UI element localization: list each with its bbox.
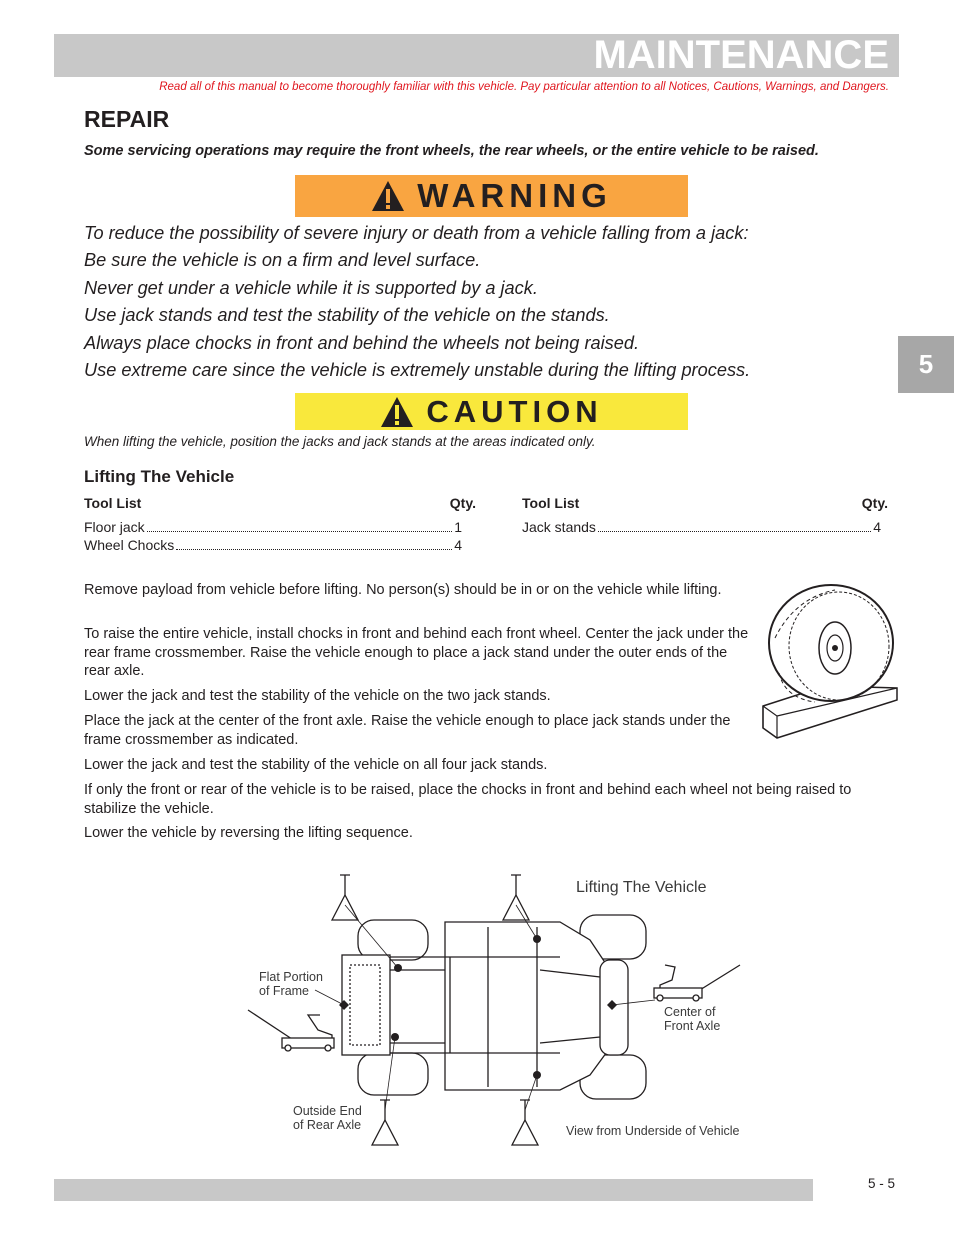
- qty-heading: Qty.: [449, 495, 476, 511]
- qty-heading: Qty.: [861, 495, 888, 511]
- center-axle-label: Front Axle: [664, 1019, 721, 1033]
- page-title: MAINTENANCE: [593, 33, 889, 77]
- paragraph: If only the front or rear of the vehicle is to be raised, place the chocks in front and behind each wheel not being raised to stabilize the vehicle.: [84, 782, 852, 817]
- paragraph: Lower the vehicle by reversing the lifting sequence.: [84, 825, 413, 841]
- section-title: REPAIR: [84, 106, 170, 132]
- caution-triangle-icon: [380, 396, 414, 428]
- rear-axle-label: Outside End: [293, 1104, 362, 1118]
- paragraph: To raise the entire vehicle, install chocks in front and behind each front wheel. Center the jack under the rear frame crossmember. Raise the vehicle enough to place a jack stand under the outer ends of the rear axle.: [84, 626, 749, 679]
- caution-label: CAUTION: [426, 393, 603, 429]
- tool-list-header: [522, 495, 888, 511]
- warning-text: [84, 220, 750, 384]
- tool-qty: 4: [454, 537, 462, 553]
- tire-chock-illustration: [755, 578, 905, 743]
- warning-line: Be sure the vehicle is on a firm and level surface.: [84, 250, 481, 271]
- tool-row: [84, 518, 476, 536]
- section-intro: Some servicing operations may require the front wheels, the rear wheels, or the entire vehicle to be raised.: [84, 143, 819, 159]
- jack-stand-top-front: [511, 875, 521, 895]
- tool-qty: 4: [873, 519, 881, 535]
- warning-triangle-icon: [371, 180, 405, 212]
- view-caption: View from Underside of Vehicle: [566, 1124, 740, 1138]
- rear-axle-label: of Rear Axle: [293, 1118, 362, 1132]
- tool-name: Floor jack: [84, 519, 145, 535]
- tool-row: [84, 536, 476, 554]
- caution-text: When lifting the vehicle, position the jacks and jack stands at the areas indicated only.: [84, 434, 596, 449]
- warning-line: To reduce the possibility of severe injury or death from a vehicle falling from a jack:: [84, 223, 749, 243]
- diagram-title: Lifting The Vehicle: [576, 879, 707, 896]
- page-number: 5 - 5: [868, 1176, 896, 1191]
- tool-name: Wheel Chocks: [84, 537, 175, 553]
- warning-banner: [295, 175, 688, 217]
- tool-name: Jack stands: [522, 519, 596, 535]
- paragraph: Lower the jack and test the stability of the vehicle on the two jack stands.: [84, 688, 551, 704]
- safety-notice: Read all of this manual to become thoroughly familiar with this vehicle. Pay particular attention to all Notices, Cautions, Warnings, and Dangers.: [159, 81, 889, 93]
- tool-list-heading: Tool List: [84, 495, 142, 511]
- tool-list-header: [84, 495, 476, 511]
- paragraph: Remove payload from vehicle before lifting. No person(s) should be in or on the vehicle while lifting.: [84, 582, 722, 598]
- tool-list-right: [522, 495, 888, 536]
- jack-stand-top-rear: [340, 875, 350, 895]
- paragraph: Place the jack at the center of the front axle. Raise the vehicle enough to place jack stands under the frame crossmember as indicated.: [84, 713, 731, 748]
- rear-right-wheel: [358, 1053, 428, 1095]
- tool-qty: 1: [454, 519, 462, 535]
- footer-bar: [54, 1179, 813, 1201]
- chapter-tab: 5: [898, 336, 954, 393]
- flat-portion-label: Flat Portion: [259, 970, 323, 984]
- warning-line: Never get under a vehicle while it is supported by a jack.: [84, 277, 538, 298]
- center-axle-label: Center of: [664, 1005, 716, 1019]
- tool-list-heading: Tool List: [522, 495, 580, 511]
- tool-row: [522, 518, 888, 536]
- header-bar: [54, 34, 899, 77]
- flat-portion-label: of Frame: [259, 984, 310, 998]
- warning-label: WARNING: [417, 177, 612, 214]
- tool-list-left: [84, 495, 476, 554]
- warning-line: Always place chocks in front and behind the wheels not being raised.: [84, 332, 640, 353]
- rear-left-wheel: [358, 920, 428, 960]
- warning-line: Use extreme care since the vehicle is extremely unstable during the lifting process.: [84, 360, 751, 381]
- warning-line: Use jack stands and test the stability of the vehicle on the stands.: [84, 305, 610, 326]
- vehicle-underside-diagram: [240, 865, 770, 1150]
- caution-banner: [295, 393, 688, 430]
- paragraph: Lower the jack and test the stability of the vehicle on all four jack stands.: [84, 757, 548, 773]
- subsection-title: Lifting The Vehicle: [84, 467, 235, 486]
